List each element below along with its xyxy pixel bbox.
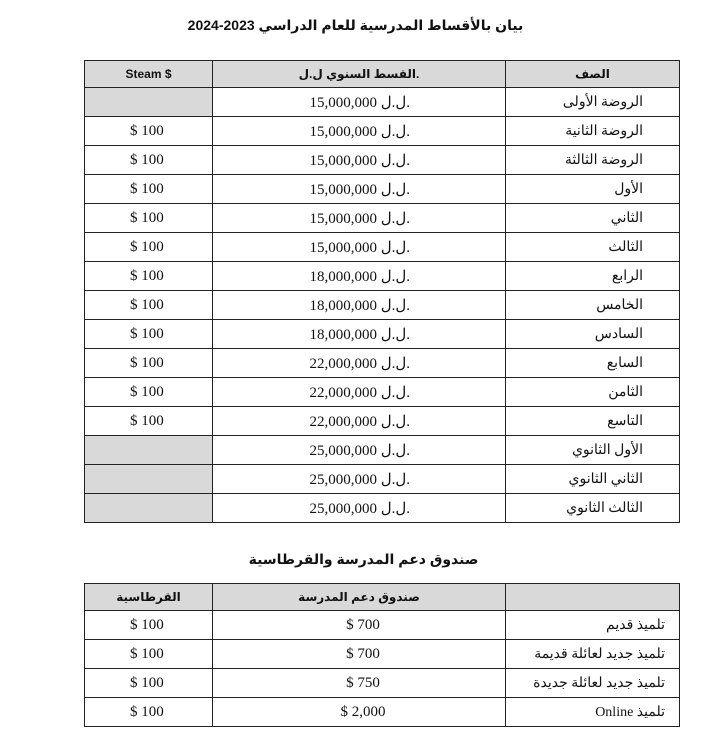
grade-cell: الثالث xyxy=(506,233,680,262)
grade-cell: التاسع xyxy=(506,407,680,436)
stationery-cell: $ 100 xyxy=(85,611,213,640)
steam-cell xyxy=(85,88,213,117)
steam-cell: $ 100 xyxy=(85,117,213,146)
annual-fee-cell: 15,000,000 ل.ل. xyxy=(213,204,506,233)
grade-cell: الأول الثانوي xyxy=(506,436,680,465)
grade-cell: الروضة الثانية xyxy=(506,117,680,146)
annual-fee-cell: 25,000,000 ل.ل. xyxy=(213,494,506,523)
fees-row xyxy=(85,436,680,465)
grade-cell: الروضة الثالثة xyxy=(506,146,680,175)
steam-cell: $ 100 xyxy=(85,349,213,378)
annual-fee-cell: 22,000,000 ل.ل. xyxy=(213,407,506,436)
fees-row xyxy=(85,407,680,436)
grade-cell: الثالث الثانوي xyxy=(506,494,680,523)
fund-row xyxy=(85,640,680,669)
steam-cell: $ 100 xyxy=(85,407,213,436)
fees-row xyxy=(85,117,680,146)
grade-cell: الخامس xyxy=(506,291,680,320)
annual-fee-cell: 22,000,000 ل.ل. xyxy=(213,378,506,407)
annual-fee-cell: 18,000,000 ل.ل. xyxy=(213,262,506,291)
category-header xyxy=(506,584,680,611)
school-fund-header: صندوق دعم المدرسة xyxy=(213,584,506,611)
fees-title: بيان بالأقساط المدرسية للعام الدراسي 2023-2024 xyxy=(187,17,524,33)
annual-fee-cell: 15,000,000 ل.ل. xyxy=(213,146,506,175)
fees-row xyxy=(85,175,680,204)
grade-cell: الثاني xyxy=(506,204,680,233)
annual-fee-cell: 25,000,000 ل.ل. xyxy=(213,436,506,465)
fees-table xyxy=(84,60,680,523)
student-category-cell: تلميذ Online xyxy=(506,698,680,727)
steam-cell: $ 100 xyxy=(85,233,213,262)
grade-cell: الأول xyxy=(506,175,680,204)
fees-row xyxy=(85,320,680,349)
grade-cell: السابع xyxy=(506,349,680,378)
annual-fee-cell: 15,000,000 ل.ل. xyxy=(213,117,506,146)
school-fund-cell: $ 2,000 xyxy=(213,698,506,727)
school-fund-cell: $ 750 xyxy=(213,669,506,698)
stationery-cell: $ 100 xyxy=(85,640,213,669)
fund-table xyxy=(84,583,680,727)
fees-row xyxy=(85,378,680,407)
annual-fee-cell: 15,000,000 ل.ل. xyxy=(213,233,506,262)
fees-row xyxy=(85,262,680,291)
steam-cell xyxy=(85,436,213,465)
annual-fee-cell: 15,000,000 ل.ل. xyxy=(213,88,506,117)
grade-cell: السادس xyxy=(506,320,680,349)
fees-row xyxy=(85,88,680,117)
fund-row xyxy=(85,669,680,698)
grade-cell: الرابع xyxy=(506,262,680,291)
grade-cell: الثاني الثانوي xyxy=(506,465,680,494)
stationery-cell: $ 100 xyxy=(85,698,213,727)
grade-cell: الروضة الأولى xyxy=(506,88,680,117)
annual-fee-cell: 18,000,000 ل.ل. xyxy=(213,320,506,349)
annual-fee-header: القسط السنوي ل.ل. xyxy=(213,61,506,88)
school-fund-cell: $ 700 xyxy=(213,640,506,669)
annual-fee-cell: 18,000,000 ل.ل. xyxy=(213,291,506,320)
steam-cell xyxy=(85,465,213,494)
stationery-cell: $ 100 xyxy=(85,669,213,698)
fees-row xyxy=(85,349,680,378)
fees-row xyxy=(85,146,680,175)
fees-row xyxy=(85,233,680,262)
fees-row xyxy=(85,494,680,523)
fund-row xyxy=(85,698,680,727)
fees-header-row xyxy=(85,61,680,88)
fund-title: صندوق دعم المدرسة والقرطاسية xyxy=(248,551,479,567)
student-category-cell: تلميذ قديم xyxy=(506,611,680,640)
fees-row xyxy=(85,465,680,494)
school-fund-cell: $ 700 xyxy=(213,611,506,640)
steam-cell: $ 100 xyxy=(85,175,213,204)
fees-row xyxy=(85,204,680,233)
student-category-cell: تلميذ جديد لعائلة جديدة xyxy=(506,669,680,698)
fees-row xyxy=(85,291,680,320)
annual-fee-cell: 25,000,000 ل.ل. xyxy=(213,465,506,494)
steam-cell: $ 100 xyxy=(85,320,213,349)
steam-cell: $ 100 xyxy=(85,204,213,233)
stationery-header: القرطاسية xyxy=(85,584,213,611)
grade-cell: الثامن xyxy=(506,378,680,407)
student-category-cell: تلميذ جديد لعائلة قديمة xyxy=(506,640,680,669)
steam-cell xyxy=(85,494,213,523)
steam-cell: $ 100 xyxy=(85,262,213,291)
steam-cell: $ 100 xyxy=(85,378,213,407)
steam-cell: $ 100 xyxy=(85,146,213,175)
annual-fee-cell: 22,000,000 ل.ل. xyxy=(213,349,506,378)
steam-header: Steam $ xyxy=(85,61,213,88)
fund-row xyxy=(85,611,680,640)
steam-cell: $ 100 xyxy=(85,291,213,320)
grade-header: الصف xyxy=(506,61,680,88)
annual-fee-cell: 15,000,000 ل.ل. xyxy=(213,175,506,204)
fund-header-row xyxy=(85,584,680,611)
